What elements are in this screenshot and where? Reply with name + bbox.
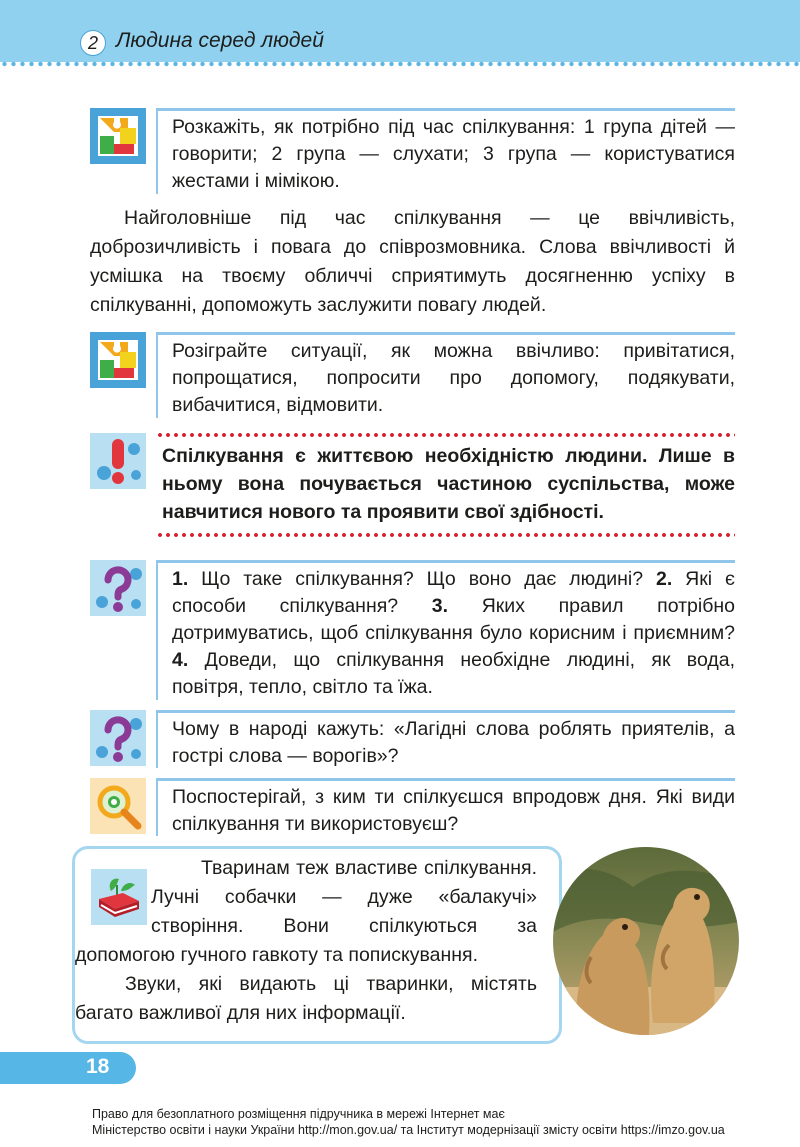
question-icon	[90, 710, 146, 766]
red-dotted-rule-bottom	[156, 533, 735, 537]
header-dotted-border	[0, 60, 800, 68]
important-block	[90, 433, 735, 539]
chapter-header	[0, 0, 800, 62]
questions-block	[90, 560, 735, 700]
question-text: Яких правил потрібно дотримуватись, щоб спілкування було корисним і приємним?	[172, 595, 735, 644]
question-text: Доведи, що спілкування необхідне людині, як вода, повітря, тепло, світло та їжа.	[172, 649, 735, 698]
red-dotted-rule-top	[156, 433, 735, 437]
page-number-tab	[0, 1052, 136, 1084]
observe-text: Поспостерігай, з ким ти спілкуєшся впродовж дня. Які види спілкування ти використовуєш?	[172, 786, 735, 835]
questions-text	[172, 566, 735, 701]
task-side-rule	[156, 778, 158, 836]
task-side-rule	[156, 560, 158, 700]
question-number: 3.	[431, 595, 449, 617]
page-number: 18	[86, 1055, 110, 1078]
task-1-text: Розкажіть, як потрібно під час спілкування: 1 група дітей — говорити; 2 група — слухати; 3 група — користуватися жестами і мімікою.	[172, 116, 735, 192]
icon-float	[75, 854, 151, 938]
info-paragraph-2: Звуки, які видають ці тваринки, містять багато важливої для них інформації.	[75, 973, 537, 1024]
observe-block	[90, 778, 735, 836]
info-paragraph-1: Тваринам теж властиве спілкування. Лучні собачки — дуже «балакучі» створіння. Вони спілкуються за допомогою гучного гавкоту та попискування.	[75, 857, 537, 966]
task-2-text: Розіграйте ситуації, як можна ввічливо: привітатися, попрощатися, попросити про допомогу, подякувати, вибачитися, відмовити.	[172, 340, 735, 416]
task-top-rule	[156, 108, 735, 111]
task-side-rule	[156, 710, 158, 768]
info-box	[72, 846, 562, 1044]
footer-notice	[92, 1106, 725, 1138]
footer-line-1: Право для безоплатного розміщення підручника в мережі Інтернет має	[92, 1107, 505, 1121]
exclamation-icon	[90, 433, 146, 489]
task-block-2	[90, 332, 735, 418]
prairie-dogs-image	[553, 847, 739, 1035]
prairie-dogs-photo	[553, 847, 739, 1035]
main-paragraph: Найголовніше під час спілкування — це ввічливість, доброзичливість і повага до співрозмовника. Слова ввічливості й усмішка на твоєму обличчі сприятимуть досягненню успіху в спілкуванні, допоможуть заслужити повагу людей.	[90, 207, 735, 316]
task-top-rule	[156, 710, 735, 713]
task-top-rule	[156, 778, 735, 781]
question-number: 4.	[172, 649, 189, 671]
important-text: Спілкування є життєвою необхідністю людини. Лише в ньому вона почувається частиною суспільства, може навчитися нового та проявити свої здібності.	[162, 445, 735, 523]
question-number: 2.	[656, 568, 673, 590]
task-block-1	[90, 108, 735, 194]
question-2-text: Чому в народі кажуть: «Лагідні слова роблять приятелів, а гострі слова — ворогів»?	[172, 718, 735, 767]
footer-line-2: Міністерство освіти і науки України http://mon.gov.ua/ та Інститут модернізації змісту освіти https://imzo.gov.ua	[92, 1123, 725, 1137]
task-top-rule	[156, 332, 735, 335]
question-text: Що таке спілкування? Що воно дає людині?	[188, 568, 656, 590]
question-text: Які є способи спілкування?	[172, 568, 735, 617]
task-side-rule	[156, 332, 158, 418]
task-top-rule	[156, 560, 735, 563]
chapter-title: Людина серед людей	[116, 29, 324, 52]
question-number: 1.	[172, 568, 189, 590]
chapter-number: 2	[80, 30, 106, 56]
puzzle-icon	[90, 108, 146, 164]
magnifier-icon	[90, 778, 146, 834]
info-content	[75, 854, 559, 1028]
puzzle-icon	[90, 332, 146, 388]
question-icon	[90, 560, 146, 616]
info-text	[75, 854, 537, 1028]
task-side-rule	[156, 108, 158, 194]
question-block-2	[90, 710, 735, 768]
